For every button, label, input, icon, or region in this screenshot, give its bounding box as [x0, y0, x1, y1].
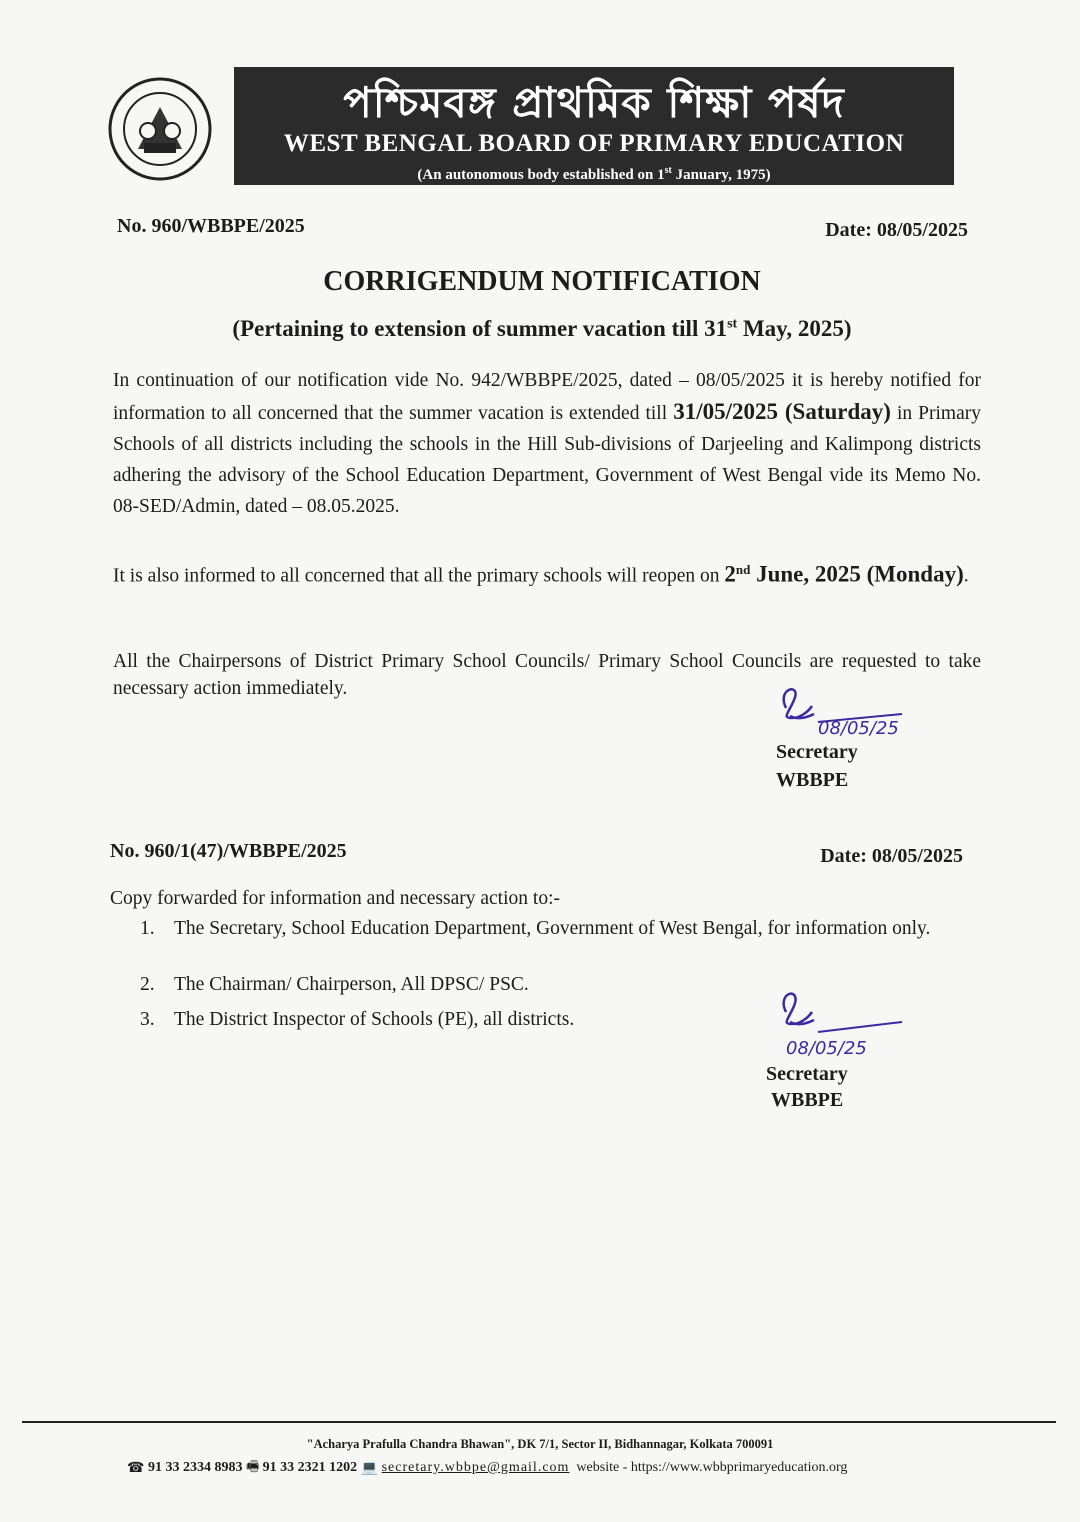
paragraph-action: All the Chairpersons of District Primary School Councils/ Primary School Councils are requested to take necessary action immediately. [113, 651, 981, 699]
notice-date: Date: 08/05/2025 [825, 219, 968, 241]
handwritten-signature [772, 678, 912, 750]
letterhead-banner [234, 67, 954, 185]
signatory-org: WBBPE [776, 769, 849, 791]
document-subtitle: (Pertaining to extension of summer vacation till 31st May, 2025) [232, 316, 852, 341]
board-name-bengali: পশ্চিমবঙ্গ প্রাথমিক শিক্ষা পর্ষদ [343, 78, 845, 127]
reference-number: No. 960/WBBPE/2025 [117, 215, 305, 237]
signature-date-2: 08/05/25 [786, 1038, 867, 1059]
phone-icon: ☎ [127, 1460, 145, 1476]
signatory-title-2: Secretary [766, 1063, 848, 1085]
document-page: পশ্চিমবঙ্গ প্রাথমিক শিক্ষা পর্ষদ WEST BENGAL BOARD OF PRIMARY EDUCATION (An autonomous body established on 1st January, 1975) No. 960/WBBPE/2025 Date: 08/05/2025 CORRIGENDUM NOTIFICATION (Pertaining to extension of summer vacation till 31st May, 2025) In continuation of our notification vide No. 942/WBBPE/2025, dated – 08/05/2025 it is hereby notified for information to all concerned that the summer vacation is extended till 31/05/2025 (Saturday) in Primary Schools of all districts including the schools in the Hill Sub-divisions of Darjeeling and Kalimpong districts adhering the advisory of the School Education Department, Government of West Bengal vide its Memo No. 08-SED/Admin, dated – 08.05.2025. It is also informed to all concerned that all the primary schools will reopen on 2nd June, 2025 (Monday). All the Chairpersons of District Primary School Councils/ Primary School Councils are requested to take necessary action immediately. 08/05/25 Secretary WBBPE No. 960/1(47)/WBBPE/2025 Date: 08/05/2025 Copy forwarded for information and necessary action to:- 1. The Secretary, School Education Department, Government of West Bengal, for information only. 2. The Chairman/ Chairperson, All DPSC/ PSC. 3. The District Inspector of Schools (PE), all districts. 08/05/25 Secretary WBBPE "Acharya Prafulla Chandra Bhawan", DK 7/1, Sector II, Bidhannagar, Kolkata 700091 ☎ 91 33 2334 8983 🖷 91 33 2321 1202 💻 secretary.wbbpe@gmail.com website - https://www.wbbprimaryeducation.org [0, 0, 1080, 1522]
paragraph-reopen: It is also informed to all concerned that all the primary schools will reopen on 2nd June, 2025 (Monday). [113, 561, 969, 587]
computer-icon: 💻 [360, 1460, 379, 1476]
signature-date: 08/05/25 [818, 718, 899, 739]
paragraph-extension: In continuation of our notification vide No. 942/WBBPE/2025, dated – 08/05/2025 it is hereby notified for information to all concerned that the summer vacation is extended till 31/05/2025 (Saturday) in Primary Schools of all districts including the schools in the Hill Sub-divisions of Darjeeling and Kalimpong districts adhering the advisory of the School Education Department, Government of West Bengal vide its Memo No. 08-SED/Admin, dated – 08.05.2025. [113, 370, 981, 517]
phone-number: 91 33 2334 8983 [147, 1460, 243, 1476]
website-text[interactable]: website - https://www.wbbprimaryeducation.org [576, 1460, 848, 1476]
email-link[interactable]: secretary.wbbpe@gmail.com [381, 1460, 570, 1476]
document-title: CORRIGENDUM NOTIFICATION [323, 266, 761, 297]
copy-date: Date: 08/05/2025 [820, 845, 963, 867]
copy-reference-number: No. 960/1(47)/WBBPE/2025 [110, 840, 347, 862]
footer-divider [22, 1421, 1056, 1423]
signatory-title: Secretary [776, 741, 858, 763]
establishment-note: (An autonomous body established on 1st January, 1975) [417, 165, 771, 183]
copy-intro: Copy forwarded for information and necessary action to:- [110, 888, 560, 909]
footer-contact [127, 1456, 847, 1480]
footer-address: "Acharya Prafulla Chandra Bhawan", DK 7/1, Sector II, Bidhannagar, Kolkata 700091 [306, 1437, 774, 1451]
fax-number: 91 33 2321 1202 [262, 1460, 358, 1476]
fax-icon: 🖷 [245, 1460, 260, 1475]
signatory-org-2: WBBPE [771, 1089, 844, 1111]
board-seal-logo [108, 77, 212, 181]
board-name-english: WEST BENGAL BOARD OF PRIMARY EDUCATION [283, 130, 905, 157]
